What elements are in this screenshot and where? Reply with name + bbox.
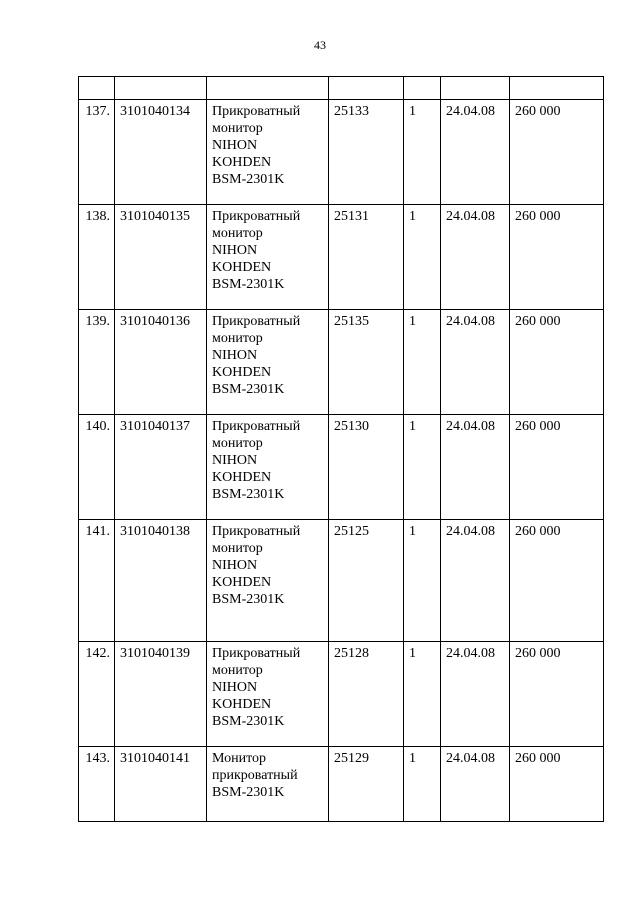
item-code: 3101040138	[115, 520, 207, 642]
item-code: 3101040137	[115, 415, 207, 520]
header-cell	[115, 77, 207, 100]
item-name: Прикроватный монитор NIHON KOHDEN BSM-2301K	[207, 205, 329, 310]
date: 24.04.08	[441, 310, 510, 415]
row-number: 137.	[79, 100, 115, 205]
empty-header-row	[79, 77, 604, 100]
date: 24.04.08	[441, 747, 510, 822]
item-code: 3101040141	[115, 747, 207, 822]
table-row	[79, 747, 604, 822]
quantity: 1	[404, 205, 441, 310]
item-name: Прикроватный монитор NIHON KOHDEN BSM-2301K	[207, 310, 329, 415]
table-row	[79, 310, 604, 415]
item-name: Прикроватный монитор NIHON KOHDEN BSM-2301K	[207, 415, 329, 520]
inventory-number: 25128	[329, 642, 404, 747]
date: 24.04.08	[441, 642, 510, 747]
table-row	[79, 642, 604, 747]
row-number: 140.	[79, 415, 115, 520]
price: 260 000	[510, 100, 604, 205]
date: 24.04.08	[441, 205, 510, 310]
header-cell	[207, 77, 329, 100]
inventory-table	[78, 76, 604, 822]
header-cell	[329, 77, 404, 100]
table-row	[79, 415, 604, 520]
price: 260 000	[510, 747, 604, 822]
inventory-number: 25135	[329, 310, 404, 415]
price: 260 000	[510, 415, 604, 520]
header-cell	[404, 77, 441, 100]
table-row	[79, 205, 604, 310]
item-name: Прикроватный монитор NIHON KOHDEN BSM-2301K	[207, 520, 329, 642]
inventory-number: 25133	[329, 100, 404, 205]
quantity: 1	[404, 100, 441, 205]
date: 24.04.08	[441, 415, 510, 520]
price: 260 000	[510, 310, 604, 415]
header-cell	[441, 77, 510, 100]
row-number: 142.	[79, 642, 115, 747]
quantity: 1	[404, 310, 441, 415]
header-cell	[510, 77, 604, 100]
inventory-number: 25130	[329, 415, 404, 520]
header-cell	[79, 77, 115, 100]
row-number: 138.	[79, 205, 115, 310]
item-name: Монитор прикроватный BSM-2301K	[207, 747, 329, 822]
inventory-number: 25131	[329, 205, 404, 310]
inventory-number: 25129	[329, 747, 404, 822]
quantity: 1	[404, 415, 441, 520]
row-number: 143.	[79, 747, 115, 822]
table-row	[79, 100, 604, 205]
quantity: 1	[404, 520, 441, 642]
page-number: 43	[314, 38, 326, 52]
quantity: 1	[404, 747, 441, 822]
row-number: 139.	[79, 310, 115, 415]
quantity: 1	[404, 642, 441, 747]
item-name: Прикроватный монитор NIHON KOHDEN BSM-2301K	[207, 100, 329, 205]
price: 260 000	[510, 520, 604, 642]
table-row	[79, 520, 604, 642]
row-number: 141.	[79, 520, 115, 642]
date: 24.04.08	[441, 520, 510, 642]
date: 24.04.08	[441, 100, 510, 205]
item-code: 3101040139	[115, 642, 207, 747]
item-code: 3101040135	[115, 205, 207, 310]
item-code: 3101040136	[115, 310, 207, 415]
inventory-number: 25125	[329, 520, 404, 642]
item-code: 3101040134	[115, 100, 207, 205]
price: 260 000	[510, 205, 604, 310]
item-name: Прикроватный монитор NIHON KOHDEN BSM-2301K	[207, 642, 329, 747]
price: 260 000	[510, 642, 604, 747]
